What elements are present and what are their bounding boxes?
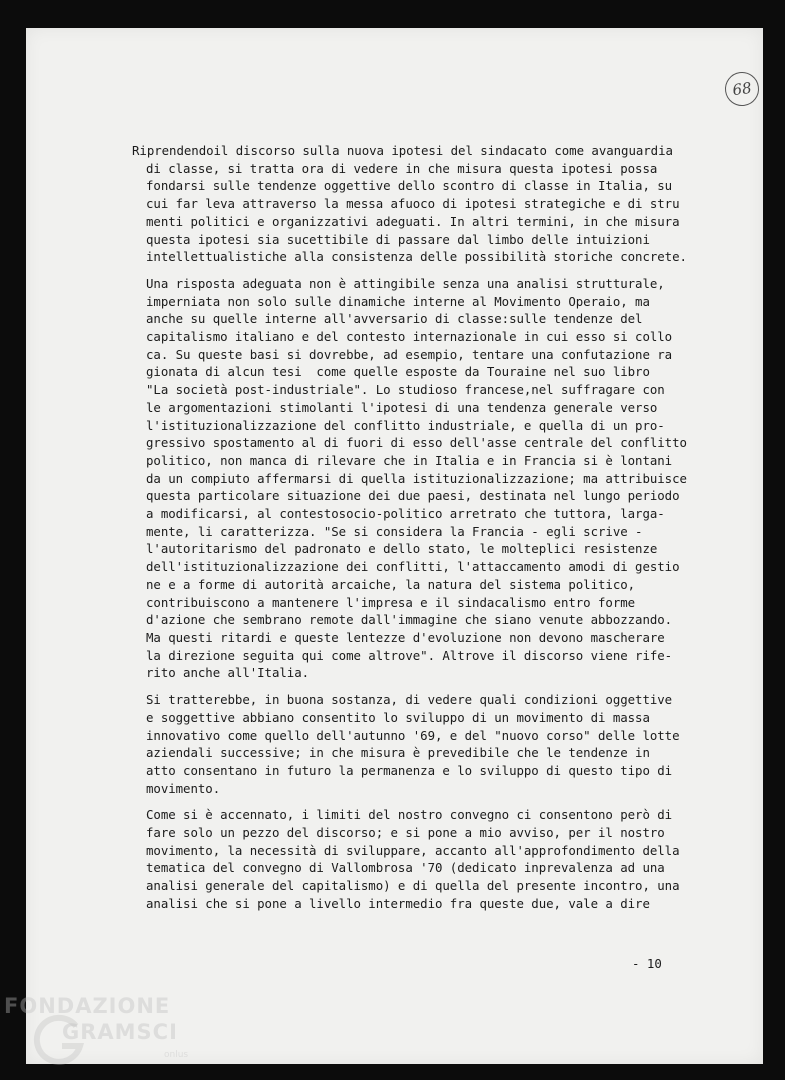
text-line: Una risposta adeguata non è attingibile senza una analisi strutturale,	[146, 275, 665, 291]
text-line: mente, li caratterizza. "Se si considera la Francia - egli scrive -	[146, 523, 643, 539]
text-line: questa ipotesi sia sucettibile di passare dal limbo delle intuizioni	[146, 231, 650, 247]
text-line: gionata di alcun tesi come quelle esposte da Touraine nel suo libro	[146, 364, 650, 380]
text-line: Si tratterebbe, in buona sostanza, di vedere quali condizioni oggettive	[146, 692, 673, 708]
text-line: fondarsi sulle tendenze oggettive dello scontro di classe in Italia, su	[146, 178, 673, 194]
page-marker-number: 68	[731, 78, 753, 100]
text-line: questa particolare situazione dei due paesi, destinata nel lungo periodo	[146, 488, 680, 504]
text-line: di classe, si tratta ora di vedere in che misura questa ipotesi possa	[146, 160, 658, 176]
text-line: la direzione seguita qui come altrove". Altrove il discorso viene rife-	[146, 647, 673, 663]
paragraph-4	[146, 806, 706, 912]
watermark-suffix: onlus	[164, 1050, 189, 1060]
handwritten-page-marker	[723, 70, 761, 108]
text-line: ca. Su queste basi si dovrebbe, ad esempio, tentare una confutazione ra	[146, 346, 673, 362]
text-line: le argomentazioni stimolanti l'ipotesi di una tendenza generale verso	[146, 399, 658, 415]
text-line: imperniata non solo sulle dinamiche interne al Movimento Operaio, ma	[146, 293, 650, 309]
paragraph-2	[146, 275, 706, 682]
text-line: da un compiuto affermarsi di quella istituzionalizzazione; ma attribuisce	[146, 470, 687, 486]
text-line: politico, non manca di rilevare che in Italia e in Francia si è lontani	[146, 452, 673, 468]
text-line: e soggettive abbiano consentito lo sviluppo di un movimento di massa	[146, 709, 650, 725]
text-line: "La società post-industriale". Lo studioso francese,nel suffragare con	[146, 382, 665, 398]
text-line: cui far leva attraverso la messa afuoco di ipotesi strategiche e di stru	[146, 196, 680, 212]
text-line: capitalismo italiano e del contesto internazionale in cui esso si collo	[146, 329, 673, 345]
text-line: l'istituzionalizzazione del conflitto industriale, e quella di un pro-	[146, 417, 665, 433]
text-line: tematica del convegno di Vallombrosa '70 (dedicato inprevalenza ad una	[146, 860, 665, 876]
paragraph-1	[132, 142, 706, 266]
text-line: fare solo un pezzo del discorso; e si pone a mio avviso, per il nostro	[146, 825, 665, 841]
text-line: intellettualistiche alla consistenza delle possibilità storiche concrete.	[146, 249, 687, 265]
text-line: aziendali successive; in che misura è prevedibile che le tendenze in	[146, 745, 650, 761]
text-line: menti politici e organizzativi adeguati. In altri termini, in che misura	[146, 213, 680, 229]
body-text	[132, 142, 706, 922]
text-line: movimento, la necessità di sviluppare, accanto all'approfondimento della	[146, 842, 680, 858]
text-line: d'azione che sembrano remote dall'immagine che siano venute abbozzando.	[146, 612, 673, 628]
text-line: analisi che si pone a livello intermedio fra queste due, vale a dire	[146, 895, 650, 911]
text-line: analisi generale del capitalismo) e di quella del presente incontro, una	[146, 878, 680, 894]
text-line: gressivo spostamento al di fuori di esso dell'asse centrale del conflitto	[146, 435, 687, 451]
watermark-line-1: FONDAZIONE	[4, 994, 171, 1018]
text-line: ne e a forme di autorità arcaiche, la natura del sistema politico,	[146, 576, 636, 592]
paragraph-3	[146, 691, 706, 797]
watermark-line-2: GRAMSCI	[62, 1020, 178, 1044]
text-line: movimento.	[146, 780, 221, 796]
text-line: Ma questi ritardi e queste lentezze d'evoluzione non devono mascherare	[146, 629, 665, 645]
text-line: dell'istituzionalizzazione dei conflitti, l'attaccamento amodi di gestio	[146, 559, 680, 575]
footer-page-number: - 10	[632, 956, 662, 971]
text-line: atto consentano in futuro la permanenza e lo sviluppo di questo tipo di	[146, 762, 673, 778]
text-line: Riprendendoil discorso sulla nuova ipotesi del sindacato come avanguardia	[132, 143, 673, 158]
text-line: Come si è accennato, i limiti del nostro convegno ci consentono però di	[146, 807, 673, 823]
text-line: innovativo come quello dell'autunno '69, e del "nuovo corso" delle lotte	[146, 727, 680, 743]
text-line: rito anche all'Italia.	[146, 665, 310, 681]
text-line: l'autoritarismo del padronato e dello stato, le molteplici resistenze	[146, 541, 658, 557]
text-line: anche su quelle interne all'avversario di classe:sulle tendenze del	[146, 311, 643, 327]
text-line: contribuiscono a mantenere l'impresa e il sindacalismo entro forme	[146, 594, 636, 610]
text-line: a modificarsi, al contestosocio-politico arretrato che tuttora, larga-	[146, 506, 665, 522]
